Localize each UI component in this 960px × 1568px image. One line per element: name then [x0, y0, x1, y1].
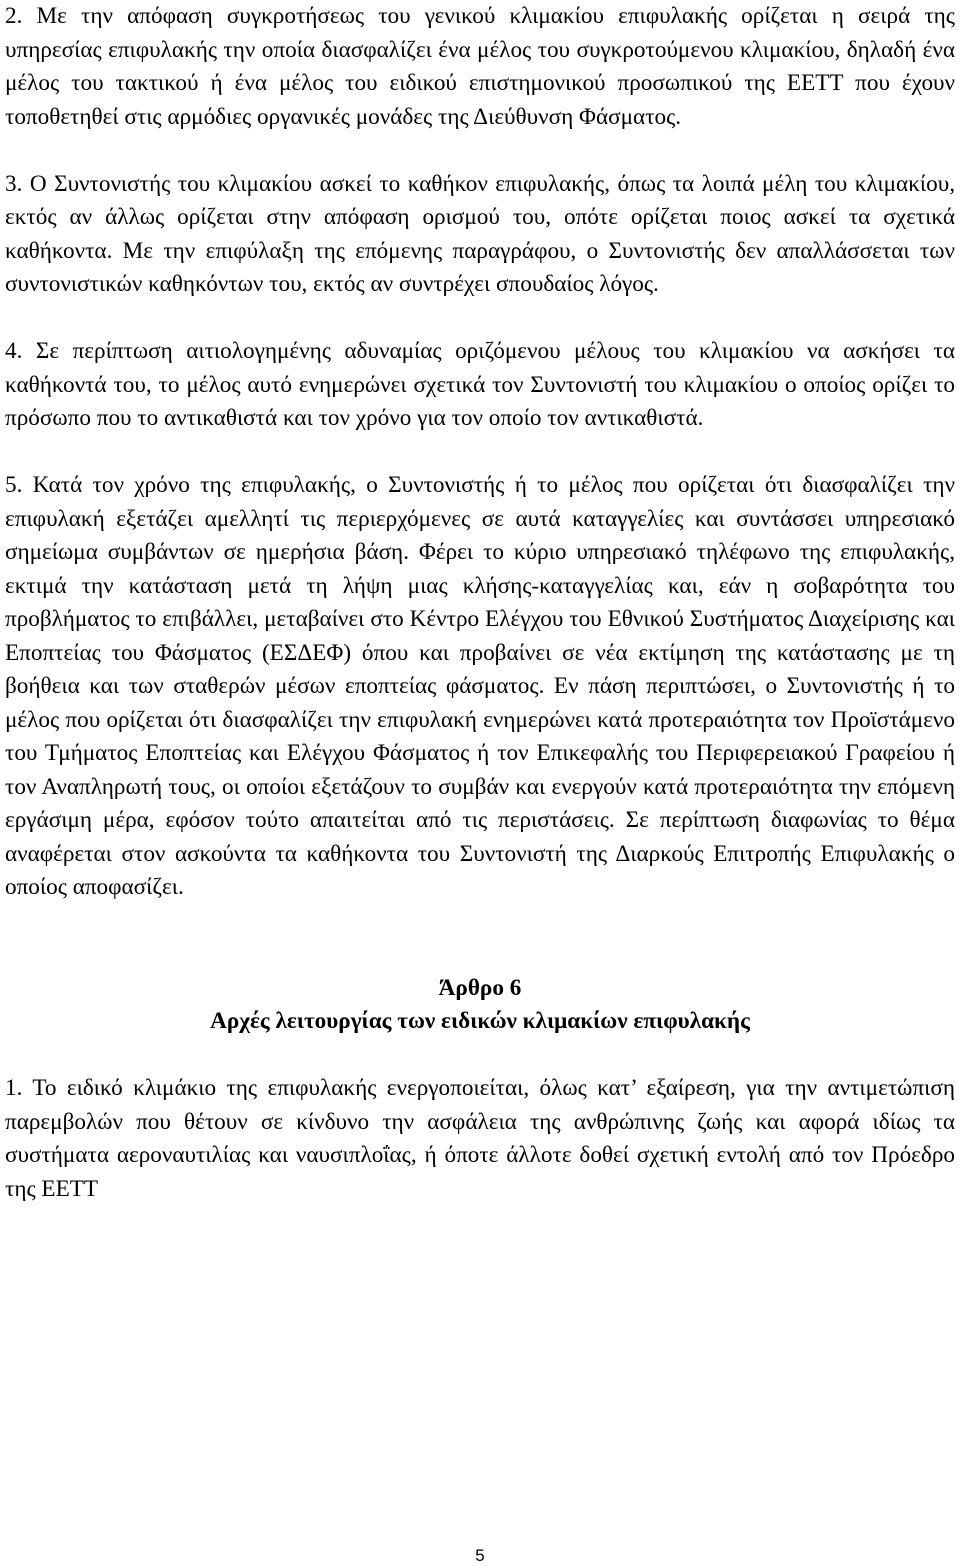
article-title-heading: Αρχές λειτουργίας των ειδικών κλιμακίων επιφυλακής: [210, 1008, 750, 1034]
article-number-heading: Άρθρο 6: [438, 974, 522, 1001]
spacer: [5, 905, 955, 972]
spacer: [5, 1039, 955, 1073]
document-page: [5, 0, 955, 1206]
paragraph-3: 3. Ο Συντονιστής του κλιμακίου ασκεί το καθήκον επιφυλακής, όπως τα λοιπά μέλη του κλιμακίου, εκτός αν άλλως ορίζεται στην απόφαση ορισμού του, οπότε ορίζεται ποιος ασκεί τα σχετικά καθήκοντα. Με την επιφύλαξη της επόμενης παραγράφου, ο Συντονιστής δεν απαλλάσσεται των συντονιστικών καθηκόντων του, εκτός αν συντρέχει σπουδαίος λόγος.: [5, 170, 955, 297]
paragraph-5: 5. Κατά τον χρόνο της επιφυλακής, ο Συντονιστής ή το μέλος που ορίζεται ότι διασφαλίζει την επιφυλακή εξετάζει αμελλητί τις περιερχόμενες σε αυτά καταγγελίες και συντάσσει υπηρεσιακό σημείωμα συμβάντων σε ημερήσια βάση. Φέρει το κύριο υπηρεσιακό τηλέφωνο της επιφυλακής, εκτιμά την κατάσταση μετά τη λήψη μιας κλήσης-καταγγελίας και, εάν η σοβαρότητα του προβλήματος το επιβάλλει, μεταβαίνει στο Κέντρο Ελέγχου του Εθνικού Συστήματος Διαχείρισης και Εποπτείας του Φάσματος (ΕΣΔΕΦ) όπου και προβαίνει σε νέα εκτίμηση της κατάστασης με τη βοήθεια και των σταθερών μέσων εποπτείας φάσματος. Εν πάση περιπτώσει, ο Συντονιστής ή το μέλος που ορίζεται ότι διασφαλίζει την επιφυλακή ενημερώνει κατά προτεραιότητα τον Προϊστάμενο του Τμήματος Εποπτείας και Ελέγχου Φάσματος ή τον Επικεφαλής του Περιφερειακού Γραφείου ή τον Αναπληρωτή τους, οι οποίοι εξετάζουν το συμβάν και ενεργούν κατά προτεραιότητα την επόμενη εργάσιμη μέρα, εφόσον τούτο απαιτείται από τις περιστάσεις. Σε περίπτωση διαφωνίας το θέμα αναφέρεται στον ασκούντα τα καθήκοντα του Συντονιστή της Διαρκούς Επιτροπής Επιφυλακής ο οποίος αποφασίζει.: [5, 472, 955, 900]
paragraph-4: 4. Σε περίπτωση αιτιολογημένης αδυναμίας οριζόμενου μέλους του κλιμακίου να ασκήσει τα καθήκοντά του, το μέλος αυτό ενημερώνει σχετικά τον Συντονιστή του κλιμακίου ο οποίος ορίζει το πρόσωπο που το αντικαθιστά και τον χρόνο για τον οποίο τον αντικαθιστά.: [5, 338, 955, 431]
spacer: [5, 436, 955, 470]
page-number: 5: [475, 1546, 485, 1565]
article-6-paragraph-1: 1. Το ειδικό κλιμάκιο της επιφυλακής ενεργοποιείται, όλως κατ’ εξαίρεση, για την αντιμετώπιση παρεμβολών που θέτουν σε κίνδυνο την ασφάλεια της ανθρώπινης ζωής και αφορά ιδίως τα συστήματα αεροναυτιλίας και ναυσιπλοΐας, ή όποτε άλλοτε δοθεί σχετική εντολή από τον Πρόεδρο της ΕΕΤΤ: [5, 1075, 955, 1202]
spacer: [5, 302, 955, 336]
spacer: [5, 134, 955, 168]
paragraph-2: 2. Με την απόφαση συγκροτήσεως του γενικού κλιμακίου επιφυλακής ορίζεται η σειρά της υπηρεσίας επιφυλακής την οποία διασφαλίζει ένα μέλος του συγκροτούμενου κλιμακίου, δηλαδή ένα μέλος του τακτικού ή ένα μέλος του ειδικού επιστημονικού προσωπικού της ΕΕΤΤ που έχουν τοποθετηθεί στις αρμόδιες οργανικές μονάδες της Διεύθυνση Φάσματος.: [5, 3, 955, 130]
